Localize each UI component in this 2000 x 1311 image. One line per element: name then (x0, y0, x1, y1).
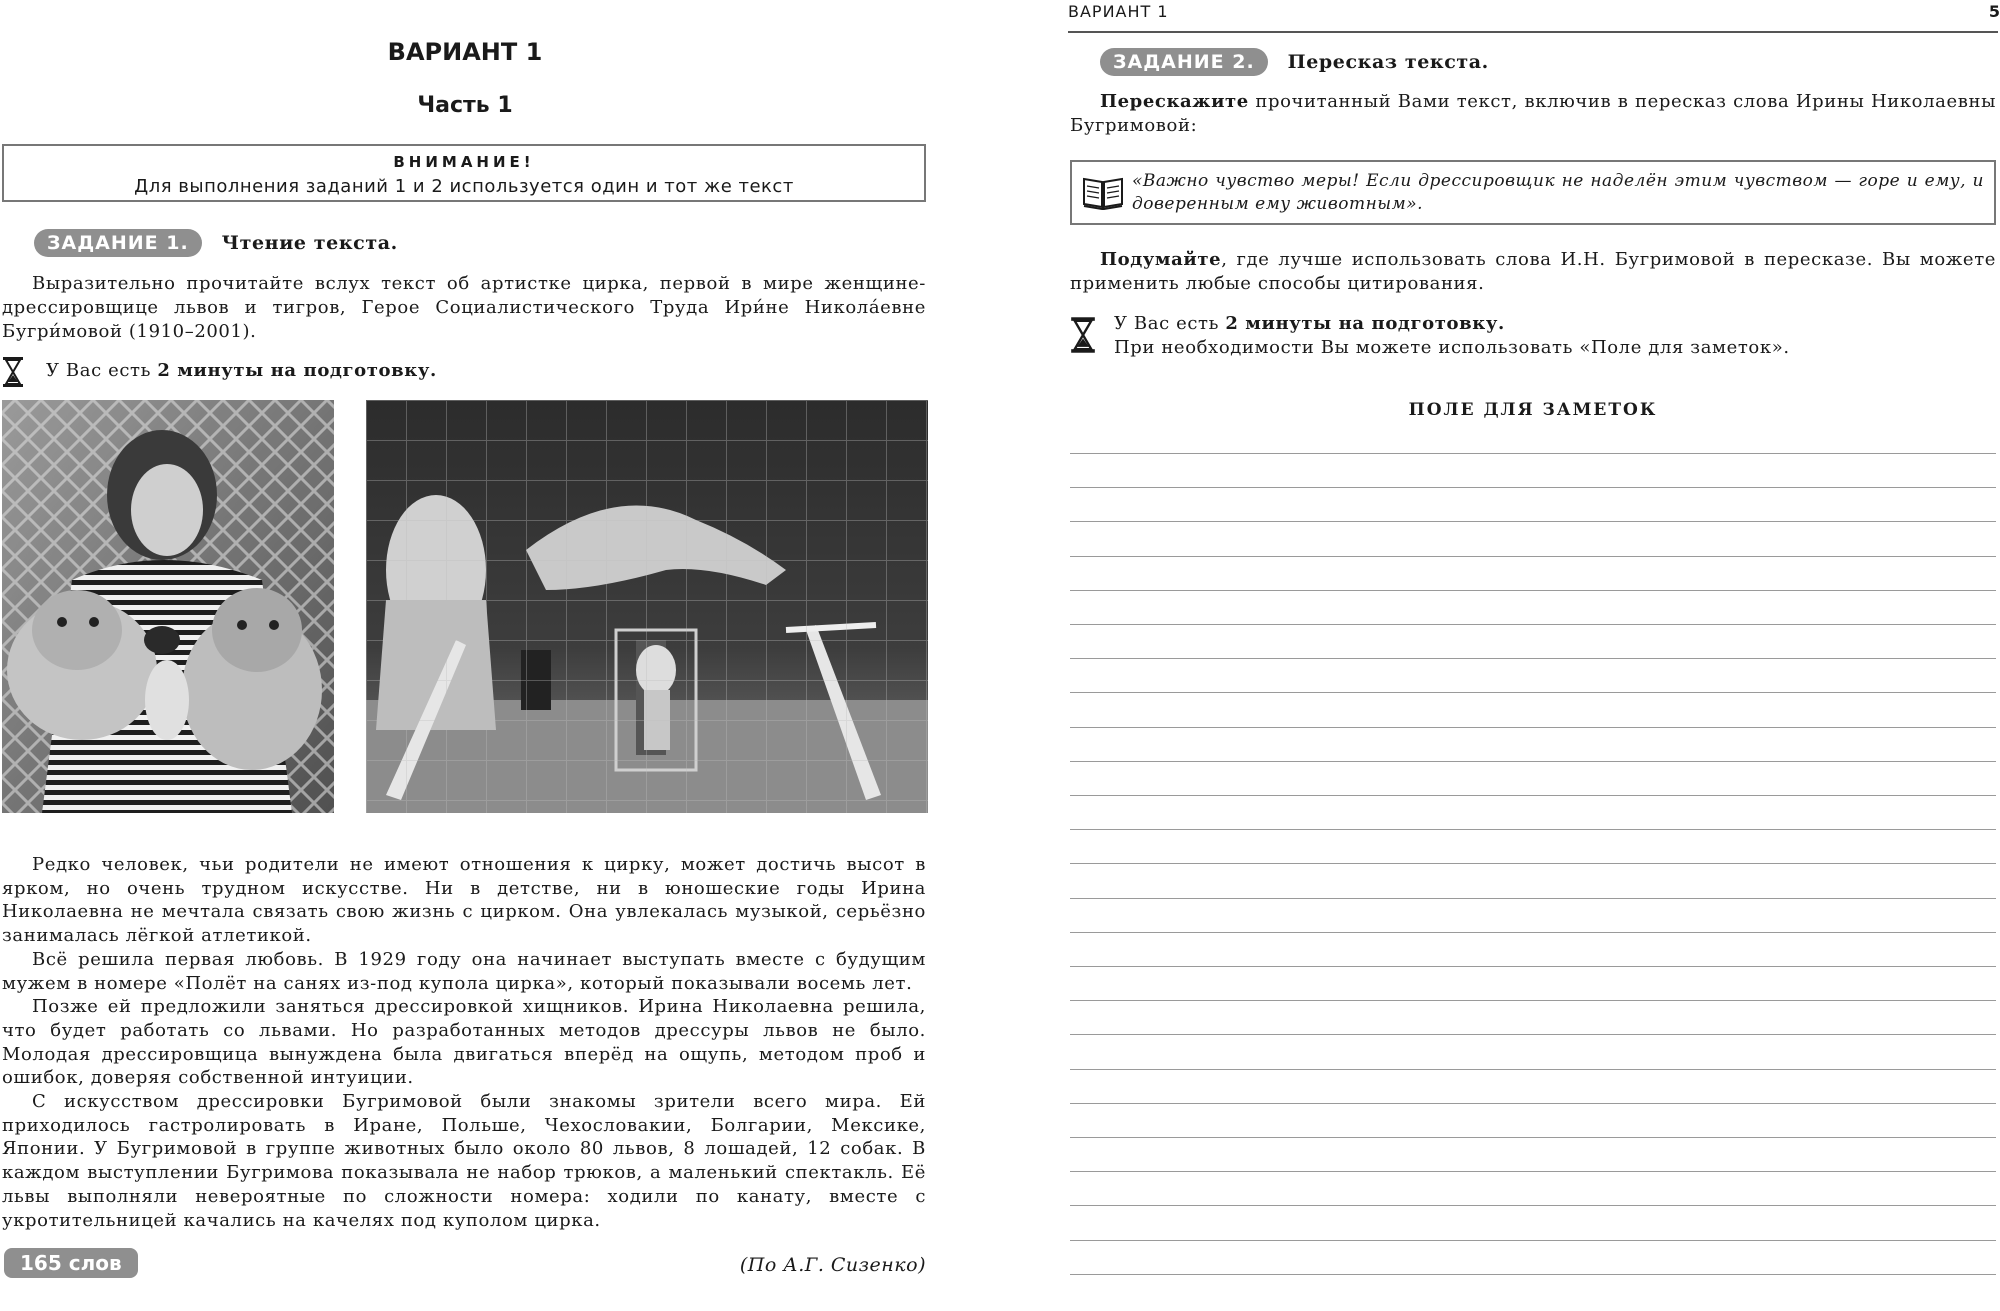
note-line (1070, 1000, 1996, 1001)
task-1-title: Чтение текста. (221, 232, 398, 254)
task-2-title: Пересказ текста. (1287, 51, 1489, 73)
note-line (1070, 727, 1996, 728)
notes-title: ПОЛЕ ДЛЯ ЗАМЕТОК (1408, 400, 1658, 420)
note-line (1070, 1171, 1996, 1172)
photo-lion-jumping-arena (366, 400, 928, 813)
note-line (1070, 692, 1996, 693)
note-line (1070, 1034, 1996, 1035)
task-2-instruction (1070, 90, 1996, 138)
hourglass-icon (2, 356, 24, 388)
note-line (1070, 795, 1996, 796)
note-line (1070, 1240, 1996, 1241)
running-header: ВАРИАНТ 1 (1068, 2, 1169, 21)
right-page (1068, 0, 2000, 1311)
think-bold: Подумайте (1100, 249, 1222, 270)
story-paragraph: Редко человек, чьи родители не имеют отношения к цирку, может достичь высот в ярком, но очень трудном искусстве. Ни в детстве, ни в юношеские годы Ирина Николаевна не мечтала связать свою жизнь с цирком. Она увлекалась музыкой, серьёзно занималась лёгкой атлетикой. (2, 854, 926, 947)
attention-heading: ВНИМАНИЕ! (393, 153, 535, 171)
attention-text: Для выполнения заданий 1 и 2 используется один и тот же текст (134, 176, 794, 197)
task-1-prep-time (46, 359, 437, 383)
prep-bold: 2 минуты на подготовку. (1225, 313, 1505, 334)
quote-text: «Важно чувство меры! Если дрессировщик не наделён этим чувством — горе и ему, и доверенным ему животным». (1132, 171, 1984, 214)
note-line (1070, 863, 1996, 864)
left-page (0, 0, 930, 1311)
note-line (1070, 1103, 1996, 1104)
note-line (1070, 761, 1996, 762)
note-line (1070, 1274, 1996, 1275)
think-rest: , где лучше использовать слова И.Н. Бугримовой в пересказе. Вы можете применить любые способы цитирования. (1070, 249, 1996, 294)
text-source: (По А.Г. Сизенко) (739, 1254, 926, 1276)
word-count-badge: 165 слов (4, 1248, 138, 1278)
photo-trainer-with-lion-cubs (2, 400, 334, 813)
note-line (1070, 1069, 1996, 1070)
task-2-think-instruction (1070, 248, 1996, 296)
task-2-header (1100, 48, 1489, 76)
task-2-label: ЗАДАНИЕ 2. (1100, 48, 1268, 76)
story-paragraph: Всё решила первая любовь. В 1929 году она начинает выступать вместе с будущим мужем в номере «Полёт на санях из-под купола цирка», который показывали восемь лет. (2, 948, 926, 994)
note-line (1070, 624, 1996, 625)
note-line (1070, 453, 1996, 454)
note-line (1070, 521, 1996, 522)
notes-hint: При необходимости Вы можете использовать «Поле для заметок». (1114, 337, 1790, 358)
quote-box (1070, 160, 1996, 225)
story-paragraph: Позже ей предложили заняться дрессировкой хищников. Ирина Николаевна решила, что будет работать со львами. Но разработанных методов дрессуры львов не было. Молодая дрессировщица вынуждена была двигаться вперёд на ощупь, методом проб и ошибок, доверяя собственной интуиции. (2, 996, 926, 1089)
task-1-header (34, 229, 398, 257)
note-line (1070, 1137, 1996, 1138)
task-1-label: ЗАДАНИЕ 1. (34, 229, 202, 257)
task-1-instruction: Выразительно прочитайте вслух текст об артистке цирка, первой в мире женщине-дрессировщице львов и тигров, Герое Социалистического Труда Ири́не Никола́евне Бугри́мовой (1910–2001). (2, 273, 926, 342)
note-line (1070, 829, 1996, 830)
prep-prefix: У Вас есть (46, 360, 158, 381)
page-number: 5 (1988, 2, 2000, 21)
note-line (1070, 590, 1996, 591)
task-2-prep-time (1114, 312, 1505, 336)
part-title: Часть 1 (417, 93, 513, 118)
note-line (1070, 556, 1996, 557)
note-line (1070, 932, 1996, 933)
instruction-bold: Перескажите (1100, 91, 1249, 112)
story-text (2, 853, 926, 1232)
attention-box (2, 144, 926, 202)
note-line (1070, 898, 1996, 899)
hourglass-icon (1070, 316, 1096, 354)
note-line (1070, 658, 1996, 659)
story-paragraph: С искусством дрессировки Бугримовой были знакомы зрители всего мира. Ей приходилось гастролировать в Иране, Польше, Чехословакии, Болгарии, Мексике, Японии. У Бугримовой в группе животных было около 80 львов, 8 лошадей, 12 собак. В каждом выступлении Бугримова показывала не набор трюков, а маленький спектакль. Её львы выполняли невероятные по сложности номера: ходили по канату, вместе с укротительницей качались на качелях под куполом цирка. (2, 1091, 926, 1231)
header-rule (1068, 31, 1998, 33)
note-line (1070, 1205, 1996, 1206)
note-line (1070, 966, 1996, 967)
note-line (1070, 487, 1996, 488)
variant-title: ВАРИАНТ 1 (387, 38, 543, 66)
book-icon (1082, 174, 1124, 210)
prep-prefix: У Вас есть (1114, 313, 1226, 334)
prep-bold: 2 минуты на подготовку. (157, 360, 437, 381)
instruction-rest: прочитанный Вами текст, включив в пересказ слова Ирины Николаевны Бугримовой: (1070, 91, 1996, 136)
